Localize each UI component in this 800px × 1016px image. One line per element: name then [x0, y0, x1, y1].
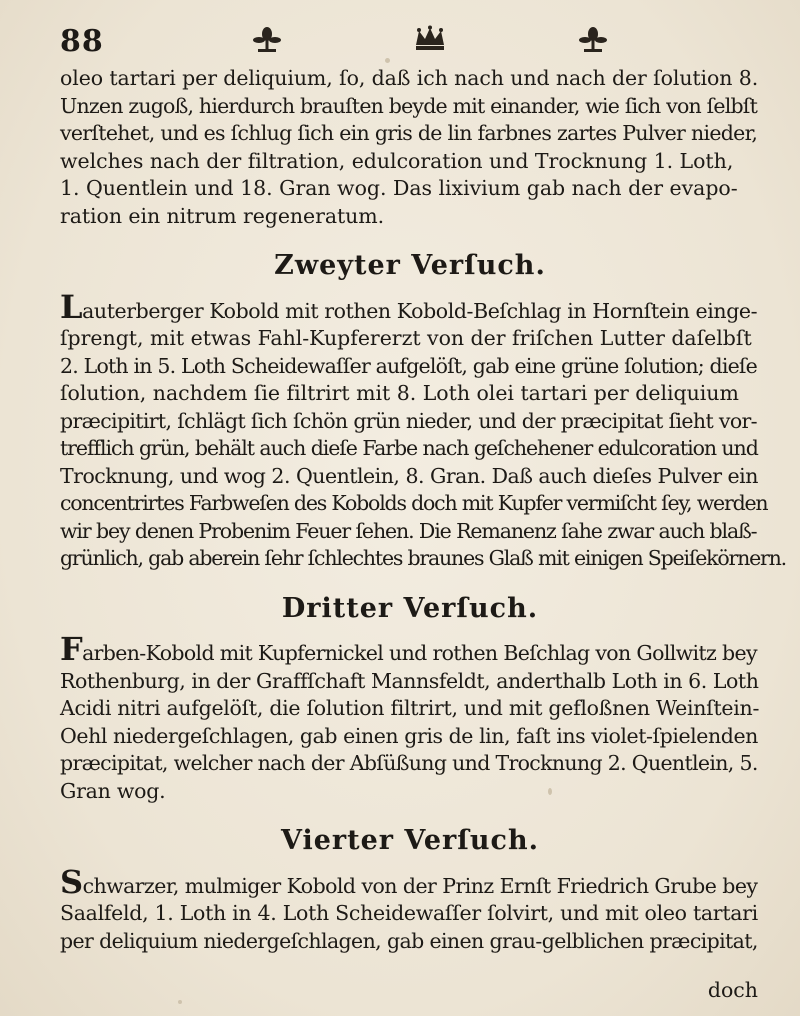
text-line: Rothenburg, in der Graffſchaft Mannsfeldt, anderthalb Loth in 6. Loth [60, 668, 759, 693]
text-line: oleo tartari per deliquium, ſo, daß ich nach und nach der ſolution 8. [60, 66, 759, 90]
text-line-with-dropcap [60, 862, 760, 901]
paper-blemish [548, 788, 552, 795]
catchword: doch [707, 978, 758, 1002]
section-heading-third: Dritter Verſuch. [281, 592, 539, 624]
text-line: ſprengt, mit etwas Fahl-Kupfererzt von der friſchen Lutter daſelbſt [60, 326, 752, 350]
section-heading-fourth: Vierter Verſuch. [281, 825, 539, 856]
text-line: verſtehet, und es ſchlug ſich ein gris de lin farbnes zartes Pulver nieder, [60, 121, 758, 145]
drop-cap: L [60, 287, 83, 326]
text-line-with-dropcap [60, 630, 760, 668]
paper-blemish [178, 1000, 182, 1004]
text-line: Saalfeld, 1. Loth in 4. Loth Scheidewaſſer ſolvirt, und mit oleo tartari [60, 901, 758, 925]
text-line: chwarzer, mulmiger Kobold von der Prinz Ernſt Friedrich Grube bey [82, 873, 758, 898]
header-ornaments [250, 22, 610, 58]
text-line: Acidi nitri aufgelöſt, die ſolution filtrirt, und mit gefloßnen Weinſtein- [60, 696, 760, 720]
intro-paragraph [60, 65, 760, 230]
page-number: 88 [60, 24, 104, 59]
text-line: ſolution, nachdem ſie filtrirt mit 8. Loth olei tartari per deliquium [60, 381, 739, 405]
text-line: auterberger Kobold mit rothen Kobold-Beſchlag in Hornſtein einge- [82, 298, 758, 323]
text-line: concentrirtes Farbweſen des Kobolds doch mit Kupfer vermiſcht ſey, werden [60, 491, 768, 515]
text-line: per deliquium niedergeſchlagen, gab einen grau-gelblichen præcipitat, [60, 928, 758, 953]
text-line: wir bey denen Probenim Feuer ſehen. Die Remanenz ſahe zwar auch blaß- [60, 518, 757, 543]
fleuron-ornament-icon [250, 25, 284, 55]
section-fourth-paragraph [60, 862, 760, 956]
text-line: welches nach der filtration, edulcoration und Trocknung 1. Loth, [60, 148, 734, 173]
text-line: ration ein nitrum regeneratum. [60, 203, 385, 228]
text-line: Gran wog. [60, 778, 166, 803]
text-line: trefflich grün, behält auch dieſe Farbe nach geſchehener edulcoration und [60, 436, 758, 460]
section-third-paragraph [60, 630, 760, 805]
section-heading-second: Zweyter Verſuch. [274, 250, 546, 281]
drop-cap: F [60, 630, 83, 668]
paper-blemish [385, 58, 390, 63]
text-line: Oehl niedergeſchlagen, gab einen gris de lin, faſt ins violet-ſpielenden [60, 723, 758, 748]
section-second-paragraph [60, 287, 786, 573]
drop-cap: S [60, 862, 83, 901]
text-line: Trocknung, und wog 2. Quentlein, 8. Gran. Daß auch dieſes Pulver ein [60, 463, 758, 488]
page-header [60, 22, 740, 62]
text-line: præcipitirt, ſchlägt ſich ſchön grün nieder, und der præcipitat ſieht vor- [60, 408, 757, 433]
text-line: præcipitat, welcher nach der Abſüßung und Trocknung 2. Quentlein, 5. [60, 751, 758, 775]
fleuron-ornament-icon [576, 25, 610, 55]
text-line: arben-Kobold mit Kupfernickel und rothen Beſchlag von Gollwitz bey [82, 641, 757, 665]
text-line: Unzen zugoß, hierdurch brauſten beyde mit einander, wie ſich von ſelbſt [60, 93, 758, 118]
crown-ornament-icon [413, 25, 447, 55]
text-line: 2. Loth in 5. Loth Scheidewaſſer aufgelöſt, gab eine grüne ſolution; dieſe [60, 353, 758, 378]
text-line: grünlich, gab aberein ſehr ſchlechtes braunes Glaß mit einigen Speiſekörnern. [60, 546, 786, 570]
page-body [60, 65, 786, 955]
text-line: 1. Quentlein und 18. Gran wog. Das lixivium gab nach der evapo- [60, 176, 738, 200]
text-line-with-dropcap [60, 287, 760, 326]
